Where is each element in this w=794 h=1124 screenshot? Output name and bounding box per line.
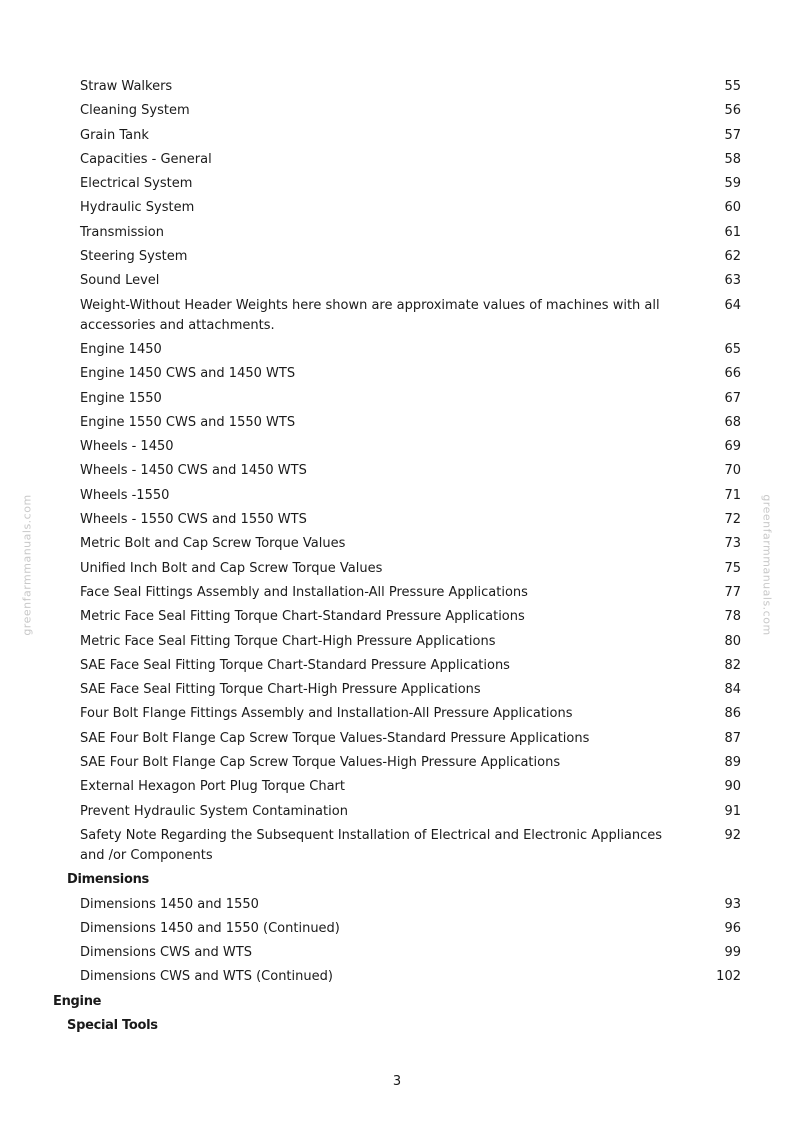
toc-entry-page: 60 xyxy=(724,200,741,216)
toc-entry-page: 72 xyxy=(724,512,741,528)
toc-entry-title: Hydraulic System xyxy=(80,200,195,216)
toc-entry-title: Sound Level xyxy=(80,273,160,289)
toc-entry-title: Wheels - 1450 xyxy=(80,439,174,455)
toc-chapter-title: Engine xyxy=(53,993,102,1009)
toc-entry-metric-face-seal-high[interactable] xyxy=(0,632,794,656)
toc-entry-title: Engine 1550 CWS and 1550 WTS xyxy=(80,414,296,430)
toc-entry-title: SAE Four Bolt Flange Cap Screw Torque Values-High Pressure Applications xyxy=(80,755,561,771)
toc-chapter-engine[interactable] xyxy=(0,992,794,1016)
toc-entry-title: Metric Bolt and Cap Screw Torque Values xyxy=(80,536,346,552)
toc-entry-dimensions-1450-1550-cont[interactable] xyxy=(0,919,794,943)
toc-entry-electrical-system[interactable] xyxy=(0,174,794,198)
toc-entry-page: 78 xyxy=(724,609,741,625)
toc-entry-four-bolt-flange-fittings[interactable] xyxy=(0,704,794,728)
toc-entry-hydraulic-system[interactable] xyxy=(0,198,794,222)
toc-entry-page: 57 xyxy=(724,127,741,143)
toc-entry-title: Wheels -1550 xyxy=(80,487,170,503)
toc-entry-title: Engine 1550 xyxy=(80,390,162,406)
toc-entry-title: Capacities - General xyxy=(80,151,212,167)
toc-entry-transmission[interactable] xyxy=(0,223,794,247)
toc-entry-page: 89 xyxy=(724,755,741,771)
toc-entry-page: 102 xyxy=(716,969,741,985)
toc-entry-page: 68 xyxy=(724,414,741,430)
toc-entry-page: 86 xyxy=(724,706,741,722)
toc-entry-title: SAE Four Bolt Flange Cap Screw Torque Values-Standard Pressure Applications xyxy=(80,730,590,746)
toc-entry-dimensions-1450-1550[interactable] xyxy=(0,895,794,919)
toc-entry-page: 91 xyxy=(724,803,741,819)
toc-entry-title: Unified Inch Bolt and Cap Screw Torque Values xyxy=(80,560,383,576)
toc-entry-sae-four-bolt-standard[interactable] xyxy=(0,729,794,753)
toc-entry-safety-note[interactable] xyxy=(0,826,794,870)
toc-entry-unified-inch-bolt-torque[interactable] xyxy=(0,559,794,583)
toc-entry-page: 77 xyxy=(724,584,741,600)
toc-entry-engine-1450-cws-wts[interactable] xyxy=(0,364,794,388)
toc-entry-page: 55 xyxy=(724,79,741,94)
toc-entry-wheels-1550[interactable] xyxy=(0,486,794,510)
toc-entry-title: Transmission xyxy=(80,224,164,240)
toc-entry-page: 90 xyxy=(724,779,741,795)
toc-section-special-tools[interactable] xyxy=(0,1016,794,1040)
toc-entry-title: Face Seal Fittings Assembly and Installation-All Pressure Applications xyxy=(80,584,528,600)
toc-entry-page: 59 xyxy=(724,176,741,192)
toc-entry-wheels-1450-cws-wts[interactable] xyxy=(0,461,794,485)
toc-section-title: Dimensions xyxy=(67,872,149,888)
toc-entry-title: Engine 1450 CWS and 1450 WTS xyxy=(80,366,296,382)
toc-entry-page: 82 xyxy=(724,657,741,673)
toc-entry-title: Metric Face Seal Fitting Torque Chart-High Pressure Applications xyxy=(80,633,496,649)
toc-entry-page: 58 xyxy=(724,151,741,167)
toc-entry-title: Engine 1450 xyxy=(80,341,162,357)
toc-entry-title: SAE Face Seal Fitting Torque Chart-High Pressure Applications xyxy=(80,682,481,698)
toc-entry-weight-without-header[interactable] xyxy=(0,296,794,340)
toc-entry-title: Dimensions CWS and WTS xyxy=(80,945,252,961)
toc-entry-steering-system[interactable] xyxy=(0,247,794,271)
toc-entry-sound-level[interactable] xyxy=(0,271,794,295)
toc-entry-title: Prevent Hydraulic System Contamination xyxy=(80,803,348,819)
toc-entry-metric-face-seal-standard[interactable] xyxy=(0,607,794,631)
toc-entry-title: Dimensions CWS and WTS (Continued) xyxy=(80,969,333,985)
toc-entry-title: Dimensions 1450 and 1550 xyxy=(80,896,259,912)
toc-entry-title: External Hexagon Port Plug Torque Chart xyxy=(80,779,345,795)
toc-entry-title: Steering System xyxy=(80,249,188,265)
toc-entry-title: Weight-Without Header Weights here shown are approximate values of machines with all accessories and attachments. xyxy=(80,297,660,333)
toc-entry-engine-1550-cws-wts[interactable] xyxy=(0,413,794,437)
toc-entry-dimensions-cws-wts-cont[interactable] xyxy=(0,967,794,991)
toc-entry-title: Wheels - 1450 CWS and 1450 WTS xyxy=(80,463,307,479)
toc-entry-title: Electrical System xyxy=(80,176,193,192)
toc-entry-straw-walkers[interactable] xyxy=(0,77,794,101)
toc-entry-title: Straw Walkers xyxy=(80,79,173,94)
toc-entry-engine-1450[interactable] xyxy=(0,340,794,364)
toc-entry-wheels-1550-cws-wts[interactable] xyxy=(0,510,794,534)
toc-entry-page: 65 xyxy=(724,341,741,357)
toc-entry-page: 61 xyxy=(724,224,741,240)
toc-entry-title: Grain Tank xyxy=(80,127,149,143)
toc-entry-title: Safety Note Regarding the Subsequent Installation of Electrical and Electronic Appliances and /or Components xyxy=(80,827,663,863)
toc-entry-metric-bolt-torque[interactable] xyxy=(0,534,794,558)
toc-entry-page: 62 xyxy=(724,249,741,265)
toc-entry-page: 75 xyxy=(724,560,741,576)
toc-entry-title: Cleaning System xyxy=(80,103,190,119)
toc-entry-page: 80 xyxy=(724,633,741,649)
toc-entry-cleaning-system[interactable] xyxy=(0,101,794,125)
toc-entry-title: Dimensions 1450 and 1550 (Continued) xyxy=(80,920,340,936)
toc-entry-page: 87 xyxy=(724,730,741,746)
toc-entry-page: 64 xyxy=(724,297,741,313)
toc-entry-page: 67 xyxy=(724,390,741,406)
toc-entry-page: 92 xyxy=(724,827,741,843)
toc-entry-hexagon-port-plug[interactable] xyxy=(0,777,794,801)
watermark-left: greenfarmmanuals.com xyxy=(20,494,34,636)
toc-entry-page: 66 xyxy=(724,366,741,382)
toc-entry-sae-face-seal-high[interactable] xyxy=(0,680,794,704)
toc-entry-dimensions-cws-wts[interactable] xyxy=(0,943,794,967)
watermark-right: greenfarmmanuals.com xyxy=(760,494,774,636)
toc-entry-page: 63 xyxy=(724,273,741,289)
toc-entry-page: 69 xyxy=(724,439,741,455)
toc-section-dimensions[interactable] xyxy=(0,870,794,894)
toc-entry-title: Wheels - 1550 CWS and 1550 WTS xyxy=(80,512,307,528)
toc-entry-wheels-1450[interactable] xyxy=(0,437,794,461)
toc-entry-page: 96 xyxy=(724,920,741,936)
toc-entry-sae-four-bolt-high[interactable] xyxy=(0,753,794,777)
toc-entry-face-seal-fittings[interactable] xyxy=(0,583,794,607)
toc-entry-title: SAE Face Seal Fitting Torque Chart-Standard Pressure Applications xyxy=(80,657,510,673)
table-of-contents xyxy=(0,77,794,1040)
toc-entry-title: Metric Face Seal Fitting Torque Chart-Standard Pressure Applications xyxy=(80,609,525,625)
toc-section-title: Special Tools xyxy=(67,1017,158,1033)
toc-entry-engine-1550[interactable] xyxy=(0,389,794,413)
toc-entry-page: 73 xyxy=(724,536,741,552)
toc-entry-capacities-general[interactable] xyxy=(0,150,794,174)
toc-entry-title: Four Bolt Flange Fittings Assembly and Installation-All Pressure Applications xyxy=(80,706,573,722)
toc-entry-sae-face-seal-standard[interactable] xyxy=(0,656,794,680)
toc-entry-page: 70 xyxy=(724,463,741,479)
toc-entry-grain-tank[interactable] xyxy=(0,126,794,150)
toc-entry-page: 84 xyxy=(724,682,741,698)
page-number: 3 xyxy=(392,1074,402,1089)
toc-entry-prevent-contamination[interactable] xyxy=(0,802,794,826)
toc-entry-page: 71 xyxy=(724,487,741,503)
toc-entry-page: 99 xyxy=(724,945,741,961)
toc-entry-page: 56 xyxy=(724,103,741,119)
toc-entry-page: 93 xyxy=(724,896,741,912)
